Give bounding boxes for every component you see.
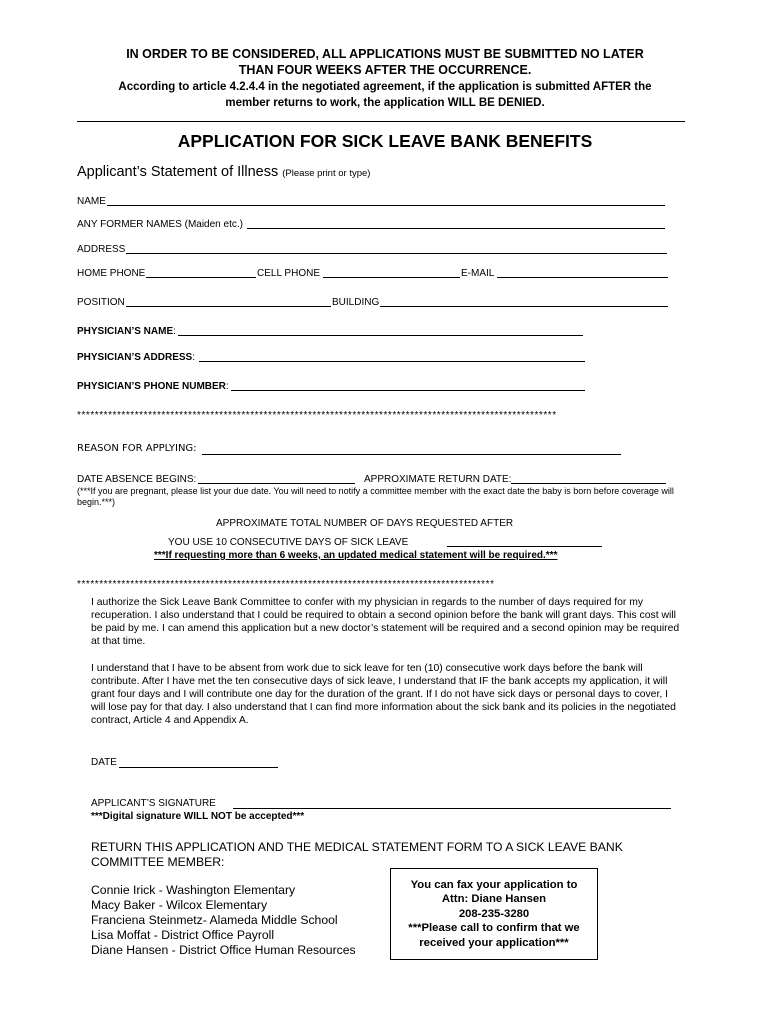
date-absence-label: DATE ABSENCE BEGINS: [77,474,197,485]
page-title: APPLICATION FOR SICK LEAVE BANK BENEFITS [177,131,593,151]
former-names-label: ANY FORMER NAMES (Maiden etc.) [77,219,243,230]
physician-address-label-text: PHYSICIAN’S ADDRESS [77,352,193,363]
date-absence-field[interactable] [198,483,355,484]
fax-line1: You can fax your application to [410,879,578,891]
physician-address-label [77,352,195,363]
understanding-paragraph: I understand that I have to be absent from work due to sick leave for ten (10) consecutive work days before the bank will contribute. After I have met the ten consecutive days of sick leave, I understand that IF the bank accepts my application, it will grant four days and I will contribute one day for the duration of the grant. If I do not have sick days or personal days to cover, I will lose pay for that day. I also understand that I can find more information about the sick bank and its policies in the negotiated contract, Article 4 and Appendix A. [91,663,676,726]
physician-phone-label-text: PHYSICIAN’S PHONE NUMBER [77,381,226,392]
reason-label: REASON FOR APPLYING: [77,443,197,454]
address-label: ADDRESS [77,244,126,255]
date-field[interactable] [119,767,278,768]
fax-attn: Attn: Diane Hansen [441,893,547,906]
building-label: BUILDING [332,297,380,308]
committee-member-list [91,883,356,958]
list-item: Macy Baker - Wilcox Elementary [91,898,268,912]
list-item: Franciena Steinmetz- Alameda Middle School [91,913,338,927]
signature-label: APPLICANT’S SIGNATURE [91,798,216,809]
physician-name-label [77,326,176,337]
article-notice-line2: member returns to work, the application WILL BE DENIED. [225,97,545,109]
physician-name-field[interactable] [178,335,583,336]
header-divider [77,121,685,122]
physician-phone-label [77,381,229,392]
digital-signature-note: ***Digital signature WILL NOT be accepted*** [91,811,305,822]
physician-address-field[interactable] [199,361,585,362]
building-field[interactable] [380,306,668,307]
email-field[interactable] [497,277,668,278]
email-label: E-MAIL [461,268,495,279]
cell-phone-label: CELL PHONE [257,268,320,279]
total-days-label-line2: YOU USE 10 CONSECUTIVE DAYS OF SICK LEAVE [168,537,409,548]
list-item: Diane Hansen - District Office Human Resources [91,943,356,957]
date-label: DATE [91,757,117,768]
reason-field[interactable] [202,454,621,455]
list-item: Connie Irick - Washington Elementary [91,883,296,897]
signature-field[interactable] [233,808,671,809]
statement-heading-note: (Please print or type) [282,168,371,179]
address-field[interactable] [126,253,667,254]
authorization-paragraph: I authorize the Sick Leave Bank Committee to confer with my physician in regards to the number of days required for my recuperation. I also understand that I could be required to obtain a second opinion before the bank will grant days. This cost will be paid by me. I can amend this application but a new doctor’s statement will be required and a second opinion may be required at that time. [91,597,680,647]
article-notice-line1: According to article 4.2.4.4 in the negotiated agreement, if the application is submitted AFTER the [118,81,652,93]
name-field[interactable] [107,205,665,206]
return-instructions: RETURN THIS APPLICATION AND THE MEDICAL STATEMENT FORM TO A SICK LEAVE BANK COMMITTEE MEMBER: [91,840,623,869]
return-date-label: APPROXIMATE RETURN DATE: [364,474,512,485]
pregnancy-note: (***If you are pregnant, please list your due date. You will need to notify a committee member with the exact date the baby is born before coverage will begin.***) [77,486,674,507]
home-phone-label: HOME PHONE [77,268,146,279]
home-phone-field[interactable] [146,277,256,278]
return-date-field[interactable] [511,483,666,484]
deadline-notice-line2: THAN FOUR WEEKS AFTER THE OCCURRENCE. [238,63,532,77]
asterisk-separator: ************************************************************************************************************ [77,410,557,421]
physician-phone-colon: : [225,381,229,392]
name-label: NAME [77,196,106,207]
cell-phone-field[interactable] [323,277,460,278]
former-names-field[interactable] [247,228,665,229]
physician-name-colon: : [173,326,176,337]
physician-name-label-text: PHYSICIAN’S NAME [77,326,174,337]
position-field[interactable] [126,306,331,307]
statement-heading-text: Applicant’s Statement of Illness [77,164,279,180]
list-item: Lisa Moffat - District Office Payroll [91,928,275,942]
physician-phone-field[interactable] [231,390,585,391]
statement-heading [77,164,370,180]
fax-number: 208-235-3280 [458,907,530,920]
deadline-notice-line1: IN ORDER TO BE CONSIDERED, ALL APPLICATIONS MUST BE SUBMITTED NO LATER [126,47,644,61]
total-days-label-line1: APPROXIMATE TOTAL NUMBER OF DAYS REQUESTED AFTER [216,518,514,529]
asterisk-separator-2: ********************************************************************************************** [77,579,495,590]
total-days-field[interactable] [447,546,602,547]
medical-statement-note: ***If requesting more than 6 weeks, an updated medical statement will be required.*** [154,550,558,561]
fax-confirm-line2: received your application*** [419,936,569,949]
physician-address-colon: : [192,352,195,363]
fax-info-box [390,868,598,960]
fax-confirm-line1: ***Please call to confirm that we [408,922,580,935]
position-label: POSITION [77,297,125,308]
